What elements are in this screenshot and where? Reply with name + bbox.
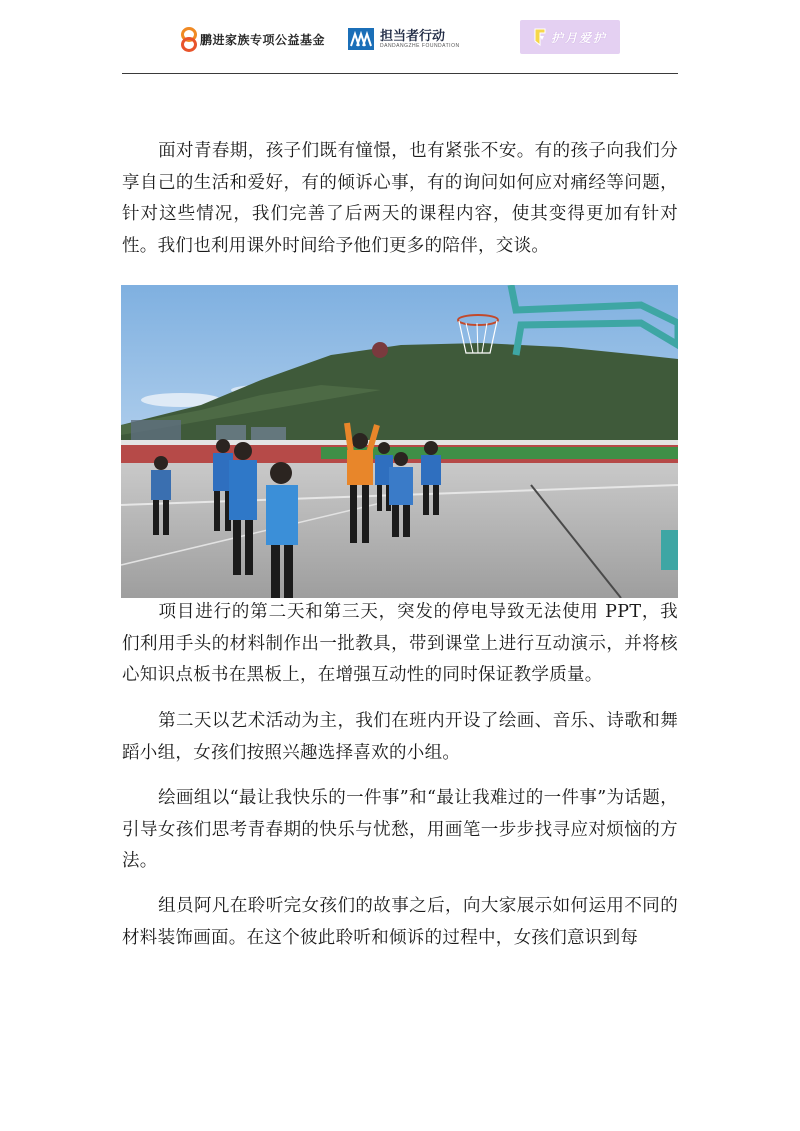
header-divider (122, 73, 678, 74)
paragraph-1-text: 面对青春期，孩子们既有憧憬，也有紧张不安。有的孩子向我们分享自己的生活和爱好，有的倾诉心事，有的询问如何应对痛经等问题，针对这些情况，我们完善了后两天的课程内容，使其变得更加有针对性。我们也利用课外时间给予他们更多的陪伴，交谈。 (122, 141, 678, 256)
page-header (122, 18, 678, 58)
pengjin-foundation-logo (178, 22, 325, 56)
paragraph-4-text: 绘画组以“最让我快乐的一件事”和“最让我难过的一件事”为话题，引导女孩们思考青春期的快乐与忧愁，用画笔一步步找寻应对烦恼的方法。 (122, 788, 678, 871)
huyue-logo-text: 护月爱护 (550, 30, 607, 45)
paragraph-5-text: 组员阿凡在聆听完女孩们的故事之后，向大家展示如何运用不同的材料装饰画面。在这个彼此聆听和倾诉的过程中，女孩们意识到每 (122, 896, 678, 948)
huyue-logo-icon (533, 28, 547, 46)
paragraph-4 (122, 783, 678, 878)
pengjin-logo-text: 鹏进家族专项公益基金 (200, 32, 326, 47)
paragraph-2-text: 项目进行的第二天和第三天，突发的停电导致无法使用 PPT，我们利用手头的材料制作出一批教具，带到课堂上进行互动演示，并将核心知识点板书在黑板上，在增强互动性的同时保证教学质量。 (122, 602, 678, 685)
dandangzhe-logo-text: 担当者行动 (380, 28, 446, 43)
basketball-photo (121, 285, 678, 598)
paragraph-1 (122, 136, 678, 262)
huyue-aihu-logo (520, 20, 620, 54)
dandangzhe-logo-subtext: DANDANGZHE FOUNDATION (380, 43, 460, 49)
dandangzhe-logo-icon (348, 28, 374, 50)
paragraph-3 (122, 706, 678, 769)
paragraph-5 (122, 891, 678, 954)
dandangzhe-logo (348, 22, 460, 56)
paragraph-2 (122, 597, 678, 692)
paragraph-3-text: 第二天以艺术活动为主，我们在班内开设了绘画、音乐、诗歌和舞蹈小组，女孩们按照兴趣选择喜欢的小组。 (122, 711, 678, 763)
pengjin-logo-icon (178, 28, 196, 50)
